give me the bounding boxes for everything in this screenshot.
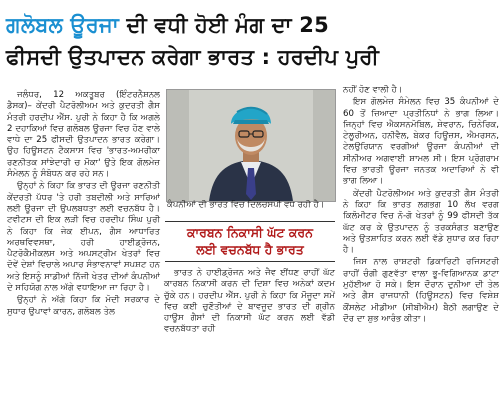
subheading-line2: ਲਈ ਵਚਨਬੱਧ ਹੈ ਭਾਰਤ (196, 242, 304, 257)
article-paragraph: ਜਲੰਧਰ, 12 ਅਕਤੂਬਰ (ਇੰਟਰਨੈਸ਼ਨਲ ਡੈਸਕ)– ਕੇਂਦਰੀ ਪੈਟਰੋਲੀਅਮ ਅਤੇ ਕੁਦਰਤੀ ਗੈਸ ਮੰਤਰੀ ਹਰਦੀਪ ਐੱਸ. ਪੁਰੀ ਨੇ ਕਿਹਾ ਹੈ ਕਿ ਅਗਲੇ 2 ਦਹਾਕਿਆਂ ਵਿਚ ਗਲੋਬਲ ਊਰਜਾ ਵਿਚ ਹੋਣ ਵਾਲੇ ਵਾਧੇ ਦਾ 25 ਫੀਸਦੀ ਉਤਪਾਦਨ ਭਾਰਤ ਕਰੇਗਾ। ਉਹ ਹਿਊਸਟਨ ਟੈਕਸਾਸ ਵਿਚ 'ਭਾਰਤ-ਅਮਰੀਕਾ ਰਣਨੀਤਕ ਸਾਂਝੇਦਾਰੀ ਚ ਮੌਕਾ' ਉਤੇ ਇਕ ਗੋਲਮੇਜ਼ ਸੰਮੇਲਨ ਨੂੰ ਸੰਬੋਧਨ ਕਰ ਰਹੇ ਸਨ। (7, 90, 160, 180)
article-column-left (7, 90, 160, 319)
photo-caption: ਕੰਪਨੀਆਂ ਦੀ ਭਾਰਤ ਵਿਚ ਦਿਲਚਸਪੀ ਵਧ ਰਹੀ ਹੈ। (167, 200, 325, 210)
article-column-right (343, 85, 499, 326)
article-paragraph: ਭਾਰਤ ਨੇ ਹਾਈਡ੍ਰੋਜਨ ਅਤੇ ਜੈਵ ਈਂਧਣ ਰਾਹੀਂ ਘੱਟ ਕਾਰਬਨ ਨਿਕਾਸੀ ਕਰਨ ਦੀ ਦਿਸ਼ਾ ਵਿਚ ਅਨੇਕਾਂ ਕਦਮ ਚੁੱਕੇ ਹਨ। ਹਰਦੀਪ ਐੱਸ. ਪੁਰੀ ਨੇ ਕਿਹਾ ਕਿ ਮੌਜੂਦਾ ਸਮੇਂ ਵਿਚ ਕਈ ਚੁਣੌਤੀਆਂ ਦੇ ਬਾਵਜੂਦ ਭਾਰਤ ਦੀ ਗ੍ਰੀਨ ਹਾਊਸ ਗੈਸਾਂ ਦੀ ਨਿਕਾਸੀ ਘੱਟ ਕਰਨ ਲਈ ਵੱਡੀ ਵਚਨਬੱਧਤਾ ਰਹੀ (164, 268, 335, 335)
news-photo (166, 89, 336, 202)
headline-accent: ਗਲੋਬਲ ਊਰਜਾ (6, 13, 119, 37)
article-paragraph: ਇਸ ਗੋਲਮੇਜ਼ ਸੰਮੇਲਨ ਵਿਚ 35 ਕੰਪਨੀਆਂ ਦੇ 60 ਤੋਂ ਜ਼ਿਆਦਾ ਪ੍ਰਤੀਨਿਧਾਂ ਨੇ ਭਾਗ ਲਿਆ। ਜਿਨ੍ਹਾਂ ਵਿਚ ਐਕਸਨਮੋਬਿਲ, ਸ਼ੇਵਰਾਨ, ਚਿਨੇਰਿਕ, ਟੇਲੂਰੀਅਨ, ਹਨੀਵੈਲ, ਬੇਕਰ ਹਿਊਜ਼ਸ, ਐਮਰਸਨ, ਟੇਲਉਰਿਯਾਨ ਵਰਗੀਆਂ ਊਰਜਾ ਕੰਪਨੀਆਂ ਦੀ ਸੀਨੀਅਰ ਅਗਵਾਈ ਸ਼ਾਮਲ ਸੀ। ਇਸ ਪ੍ਰੋਗਰਾਮ ਵਿਚ ਭਾਰਤੀ ਊਰਜਾ ਜਨਤਕ ਅਦਾਰਿਆਂ ਨੇ ਵੀ ਭਾਗ ਲਿਆ। (343, 97, 499, 187)
headline-line1-rest: ਦੀ ਵਧੀ ਹੋਈ ਮੰਗ ਦਾ 25 (118, 13, 329, 37)
article-column-middle (164, 268, 335, 337)
article-paragraph: ਨਹੀਂ ਹੋਣ ਵਾਲੀ ਹੈ। (343, 85, 403, 95)
headline (6, 10, 498, 73)
article-paragraph: ਉਨ੍ਹਾਂ ਨੇ ਕਿਹਾ ਕਿ ਭਾਰਤ ਦੀ ਊਰਜਾ ਰਣਨੀਤੀ ਕੇਂਦਰਤੀ ਪੱਧਰ 'ਤੇ ਹਰੀ ਤਬਦੀਲੀ ਅਤੇ ਸਾਰਿਆਂ ਲਈ ਊਰਜਾ ਦੀ ਉਪਲਬਧਤਾ ਲਈ ਵਚਨਬੱਧ ਹੈ। ਟਵੀਟਸ ਦੀ ਇਕ ਲੜੀ ਵਿਚ ਹਰਦੀਪ ਸਿੰਘ ਪੁਰੀ ਨੇ ਕਿਹਾ ਕਿ ਜੇਕ ਈਪਨ, ਗੈਸ ਆਧਾਰਿਤ ਅਰਥਵਿਵਸਥਾ, ਹਰੀ ਹਾਈਡ੍ਰੋਜਨ, ਪੈਟਰੋਕੈਮੀਕਲਸ ਅਤੇ ਅਪਸਟ੍ਰੀਮ ਖੇਤਰਾਂ ਵਿਚ ਦੋਵੇਂ ਦੇਸ਼ਾਂ ਵਿਚਾਲੇ ਅਪਾਰ ਸੰਭਾਵਨਾਵਾਂ ਸਪਸ਼ਟ ਹਨ ਅਤੇ ਇਸਨੂੰ ਸਾਡੀਆਂ ਨਿੱਜੀ ਖੇਤਰ ਦੀਆਂ ਕੰਪਨੀਆਂ ਦੇ ਸਹਿਯੋਗ ਨਾਲ ਅੱਗੇ ਵਧਾਇਆ ਜਾ ਰਿਹਾ ਹੈ। (7, 181, 160, 294)
article-paragraph: ਉਨ੍ਹਾਂ ਨੇ ਅੱਗੇ ਕਿਹਾ ਕਿ ਮੋਦੀ ਸਰਕਾਰ ਦੇ ਸੁਧਾਰ ਉਪਾਵਾਂ ਕਾਰਨ, ਗਲੋਬਲ ਤੇਲ (7, 295, 160, 317)
portrait-illustration (167, 90, 335, 201)
article-paragraph: ਜਿਸ ਨਾਲ ਰਾਸ਼ਟਰੀ ਡਿਕਾਰਿਟੀ ਰਜਿਸਟਰੀ ਰਾਹੀਂ ਚੰਗੀ ਗੁਣਵੱਤਾ ਵਾਲਾ ਭੂ-ਵਿਗਿਆਨਕ ਡਾਟਾ ਮੁਹੱਈਆ ਹੋ ਸਕੇ। ਇਸ ਦੌਰਾਨ ਦੁਨੀਆ ਦੀ ਤੇਲ ਅਤੇ ਗੈਸ ਰਾਜਧਾਨੀ (ਹਿਊਸਟਨ) ਵਿਚ ਵਿਸ਼ੇਸ਼ ਕੌਂਸਲੇਟ ਮੀਡੀਆ (ਸੀਬੀਐਮ) ਬੈਠੀ ਲਗਾਉਣ ਦੇ ਦੌਰ ਦਾ ਸ਼ੁਭ ਆਰੰਭ ਕੀਤਾ। (343, 257, 499, 324)
subheading-line1: ਕਾਰਬਨ ਨਿਕਾਸੀ ਘੱਟ ਕਰਨ (187, 225, 313, 240)
headline-line2: ਫੀਸਦੀ ਉਤਪਾਦਨ ਕਰੇਗਾ ਭਾਰਤ : ਹਰਦੀਪ ਪੁਰੀ (6, 45, 379, 69)
subheading (165, 221, 335, 262)
article-paragraph: ਕੇਂਦਰੀ ਪੈਟਰੋਲੀਅਮ ਅਤੇ ਕੁਦਰਤੀ ਗੈਸ ਮੰਤਰੀ ਨੇ ਕਿਹਾ ਕਿ ਭਾਰਤ ਲਗਭਗ 10 ਲੱਖ ਵਰਗ ਕਿਲੋਮੀਟਰ ਵਿਚ ਨੋ-ਗੋ ਖੇਤਰਾਂ ਨੂੰ 99 ਫੀਸਦੀ ਤੱਕ ਘੱਟ ਕਰ ਕੇ ਉਤਪਾਦਨ ਨੂੰ ਤਰਕਸੰਗਤ ਬਣਾਉਣ ਅਤੇ ਉਤਸ਼ਾਹਿਤ ਕਰਨ ਲਈ ਵੱਡੇ ਸੁਧਾਰ ਕਰ ਰਿਹਾ ਹੈ। (343, 188, 499, 256)
